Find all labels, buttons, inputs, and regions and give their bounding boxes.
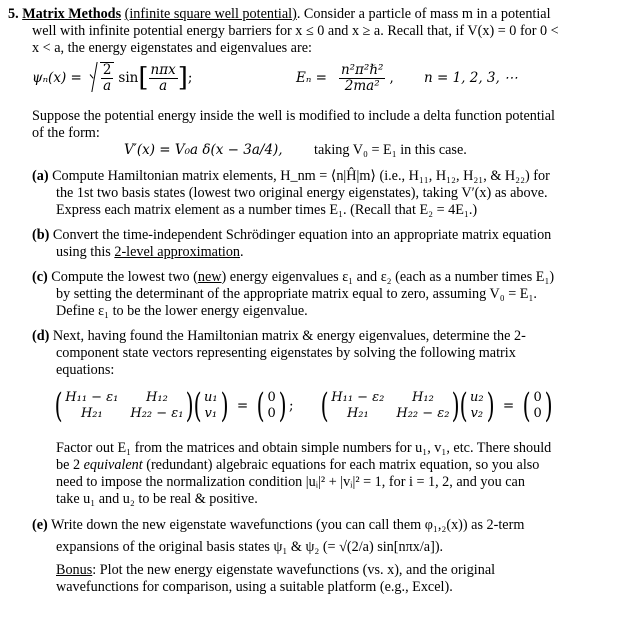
- en-lhs: Eₙ =: [296, 69, 327, 86]
- sqrt-symbol: [90, 62, 115, 94]
- intro-text-2: well with infinite potential energy barriers for x ≤ 0 and x ≥ a. Recall that, if V(x) = 0 for 0 <: [32, 23, 559, 39]
- n-values: n = 1, 2, 3, ⋯: [424, 70, 518, 86]
- state-vector-2: u₂ v₂: [470, 390, 484, 421]
- psi-sin: sin: [118, 69, 139, 86]
- part-c-label: (c): [32, 269, 48, 285]
- psi-sqrt-den: a: [103, 78, 112, 94]
- bonus-line1: Bonus: Plot the new energy eigenstate wavefunctions (vs. x), and the original: [56, 562, 496, 578]
- state-vector-1: u₁ v₁: [204, 390, 218, 421]
- psi-lhs: ψₙ(x) =: [32, 69, 82, 86]
- part-e-line2: expansions of the original basis states ψ₁ & ψ₂ (= √(2/a) sin[nπx/a]).: [56, 539, 444, 555]
- suppose-text-2: of the form:: [32, 125, 100, 141]
- part-d-after1: Factor out E₁ from the matrices and obtain simple numbers for u₁, v₁, etc. There should: [56, 440, 552, 456]
- part-a-line1: (a) Compute Hamiltonian matrix elements, H_nm = ⟨n|Ĥ|m⟩ (i.e., H₁₁, H₁₂, H₂₁, & H₂₂) for: [32, 168, 550, 184]
- suppose-text-1: Suppose the potential energy inside the well is modified to include a delta function potential: [32, 108, 555, 124]
- part-d-after4: take u₁ and u₂ to be real & positive.: [56, 491, 258, 507]
- psi-arg-den: a: [159, 77, 168, 94]
- hamiltonian-matrix-1: H₁₁ − ε₁ H₁₂ H₂₁ H₂₂ − ε₁: [65, 390, 184, 421]
- problem-title: Matrix Methods: [22, 6, 122, 22]
- part-b-line2: using this 2-level approximation.: [56, 244, 244, 260]
- part-d-line2: component state vectors representing eigenstates by solving the following matrix: [56, 345, 516, 361]
- part-c-line1: (c) Compute the lowest two (new) energy eigenvalues ε₁ and ε₂ (each as a number times E₁): [32, 269, 555, 285]
- part-a-label: (a): [32, 168, 49, 184]
- part-e-label: (e): [32, 517, 48, 533]
- part-d-label: (d): [32, 328, 50, 344]
- delta-potential: V′(x) = V₀a δ(x − 3a/4),: [124, 142, 283, 158]
- two-level-approximation: 2-level approximation: [114, 244, 241, 260]
- problem-subtitle: (infinite square well potential): [124, 6, 297, 22]
- intro-text-3: x < a, the energy eigenstates and eigenvalues are:: [32, 40, 312, 56]
- hamiltonian-matrix-2: H₁₁ − ε₂ H₁₂ H₂₁ H₂₂ − ε₂: [331, 390, 450, 421]
- psi-sqrt-num: 2: [102, 62, 112, 78]
- en-den: 2ma²: [344, 77, 380, 94]
- matrix-equation-1: ( H₁₁ − ε₁ H₁₂ H₂₁ H₂₂ − ε₁ ) ( u₁ v₁ ) = ( 0 0 ) ;: [54, 386, 294, 426]
- zero-vector-2: 0 0: [533, 390, 542, 421]
- taking-v0: taking V₀ = E₁ in this case.: [314, 142, 467, 158]
- part-d-after2: be 2 equivalent (redundant) algebraic equations for each matrix equation, so you also: [56, 457, 540, 473]
- part-e-line1: (e) Write down the new eigenstate wavefunctions (you can call them φ₁,₂(x)) as 2-term: [32, 517, 525, 533]
- matrix-equation-2: ( H₁₁ − ε₂ H₁₂ H₂₁ H₂₂ − ε₂ ) ( u₂ v₂ ) = ( 0 0 ): [320, 386, 553, 426]
- part-a-line3: Express each matrix element as a number times E₁. (Recall that E₂ = 4E₁.): [56, 202, 478, 218]
- intro-text-1: . Consider a particle of mass m in a potential: [296, 6, 551, 22]
- en-num: n²π²ℏ²: [340, 61, 384, 78]
- bonus-line2: wavefunctions for comparison, using a suitable platform (e.g., Excel).: [56, 579, 453, 595]
- bonus-label: Bonus: [56, 562, 93, 578]
- part-d-line3: equations:: [56, 362, 115, 378]
- part-b-line1: (b) Convert the time-independent Schrödinger equation into an appropriate matrix equation: [32, 227, 552, 243]
- problem-number: 5.: [8, 6, 19, 22]
- part-c-line2: by setting the determinant of the appropriate matrix equal to zero, assuming V₀ = E₁.: [56, 286, 537, 302]
- part-d-after3: need to impose the normalization condition |uᵢ|² + |vᵢ|² = 1, for i = 1, 2, and you can: [56, 474, 525, 490]
- part-b-label: (b): [32, 227, 50, 243]
- problem-intro-line1: [8, 6, 551, 23]
- part-c-line3: Define ε₁ to be the lower energy eigenvalue.: [56, 303, 308, 319]
- zero-vector-1: 0 0: [267, 390, 276, 421]
- psi-arg-num: nπx: [150, 61, 176, 78]
- psi-equation: ψₙ(x) = $\frac{2}{a}$ sin [ $\frac{\text{nπx}}{a}$ ] ;: [32, 61, 193, 94]
- part-d-line1: (d) Next, having found the Hamiltonian matrix & energy eigenvalues, determine the 2-: [32, 328, 526, 344]
- energy-equation: Eₙ = $\frac{\text{n²π²ℏ²}}{\text{2ma²}}$ ,: [296, 61, 394, 94]
- part-a-line2: the 1st two basis states (lowest two original energy eigenstates), taking V′(x) as above.: [56, 185, 548, 201]
